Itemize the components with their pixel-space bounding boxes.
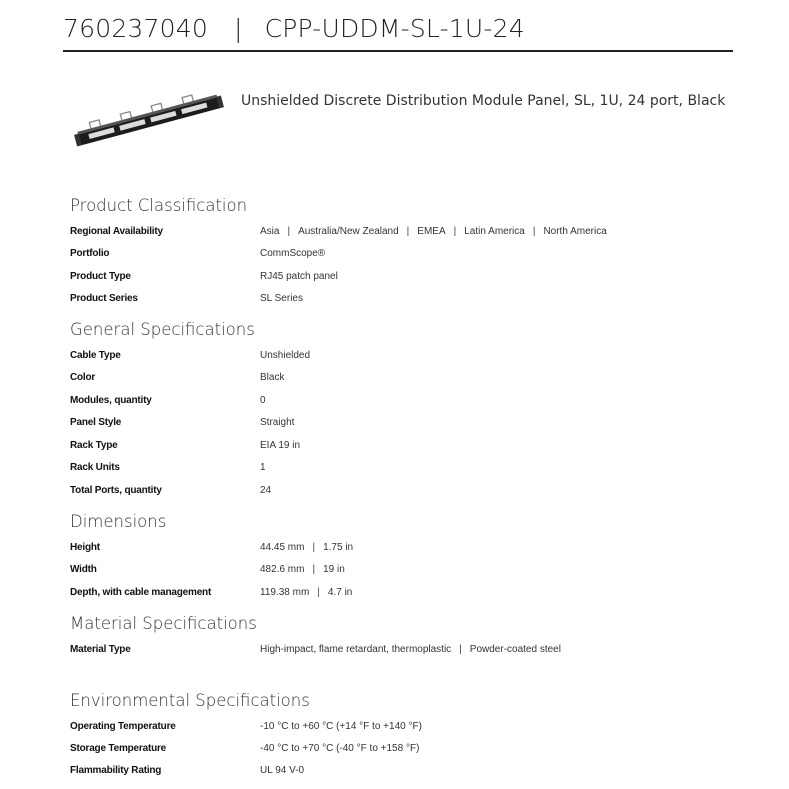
spec-row: [70, 564, 710, 582]
section-title: Environmental Specifications: [70, 691, 310, 710]
spec-value-item: 1.75 in: [323, 542, 354, 553]
spec-value: [260, 372, 284, 383]
spec-row: [70, 226, 710, 244]
spec-row: [70, 271, 710, 289]
spec-value: [260, 395, 266, 406]
spec-row: [70, 644, 710, 662]
spec-value: [260, 765, 304, 776]
spec-label: Height: [70, 542, 100, 553]
spec-value-item: 19 in: [323, 564, 345, 575]
spec-value-item: EMEA: [417, 226, 446, 237]
spec-value-item: 44.45 mm: [260, 542, 305, 553]
spec-label: Depth, with cable management: [70, 587, 212, 598]
spec-value: [260, 542, 353, 553]
spec-label: Regional Availability: [70, 226, 163, 237]
spec-label: Cable Type: [70, 350, 121, 361]
spec-value: [260, 350, 310, 361]
spec-value-item: Straight: [260, 417, 295, 428]
spec-row: [70, 765, 710, 783]
spec-value: [260, 644, 561, 655]
spec-row: [70, 587, 710, 605]
spec-value-item: RJ45 patch panel: [260, 271, 338, 282]
spec-value-item: 119.38 mm: [260, 587, 310, 598]
spec-value: [260, 226, 607, 237]
product-description: Unshielded Discrete Distribution Module Panel, SL, 1U, 24 port, Black: [241, 93, 726, 109]
value-separator: |: [406, 226, 410, 237]
spec-label: Panel Style: [70, 417, 122, 428]
spec-label: Rack Units: [70, 462, 120, 473]
spec-value: [260, 564, 345, 575]
spec-value: [260, 462, 266, 473]
spec-value-item: Latin America: [464, 226, 525, 237]
value-separator: |: [312, 564, 316, 575]
spec-row: [70, 462, 710, 480]
spec-row: [70, 743, 710, 761]
spec-value-item: Powder-coated steel: [469, 644, 561, 655]
spec-value-item: UL 94 V-0: [260, 765, 305, 776]
value-separator: |: [459, 644, 462, 655]
spec-row: [70, 485, 710, 503]
spec-label: Flammability Rating: [70, 765, 162, 776]
spec-row: [70, 350, 710, 368]
spec-value-item: EIA 19 in: [260, 440, 301, 451]
spec-label: Material Type: [70, 644, 131, 655]
spec-value: [260, 721, 422, 732]
spec-label: Color: [70, 372, 96, 383]
spec-value-item: 1: [260, 462, 266, 473]
spec-row: [70, 248, 710, 266]
spec-value-item: High-impact, flame retardant, thermoplastic: [260, 644, 452, 655]
spec-value-item: North America: [543, 226, 607, 237]
spec-row: [70, 417, 710, 435]
value-separator: |: [453, 226, 457, 237]
spec-label: Rack Type: [70, 440, 118, 451]
spec-row: [70, 372, 710, 390]
spec-label: Operating Temperature: [70, 721, 176, 732]
spec-value-item: Australia/New Zealand: [298, 226, 399, 237]
spec-label: Portfolio: [70, 248, 110, 259]
spec-value: [260, 417, 294, 428]
value-separator: |: [317, 587, 320, 598]
spec-value: [260, 271, 338, 282]
patch-panel-image: [73, 90, 225, 152]
spec-label: Modules, quantity: [70, 395, 152, 406]
spec-value-item: CommScope®: [260, 248, 326, 259]
spec-value-item: Asia: [260, 226, 280, 237]
spec-row: [70, 440, 710, 458]
spec-row: [70, 395, 710, 413]
spec-value-item: 4.7 in: [327, 587, 353, 598]
spec-value-item: -10 °C to +60 °C (+14 °F to +140 °F): [260, 721, 422, 732]
spec-value: [260, 293, 303, 304]
spec-value-item: 24: [260, 485, 272, 496]
spec-value: [260, 743, 419, 754]
spec-value: [260, 485, 271, 496]
section-title: Material Specifications: [70, 614, 257, 633]
section-title: Dimensions: [70, 512, 167, 531]
spec-label: Product Type: [70, 271, 131, 282]
spec-value-item: Black: [260, 372, 285, 383]
value-separator: |: [287, 226, 291, 237]
spec-value: [260, 587, 352, 598]
spec-value: [260, 440, 300, 451]
spec-value-item: -40 °C to +70 °C (-40 °F to +158 °F): [260, 743, 420, 754]
spec-value-item: 0: [260, 395, 266, 406]
spec-value-item: Unshielded: [260, 350, 311, 361]
spec-label: Product Series: [70, 293, 138, 304]
spec-value-item: 482.6 mm: [260, 564, 305, 575]
spec-value-item: SL Series: [260, 293, 303, 304]
model-number: CPP-UDDM-SL-1U-24: [264, 14, 525, 43]
header-separator: |: [233, 14, 243, 43]
section-title: General Specifications: [70, 320, 255, 339]
value-separator: |: [532, 226, 536, 237]
part-number: 760237040: [63, 14, 208, 43]
spec-label: Width: [70, 564, 97, 575]
spec-row: [70, 542, 710, 560]
spec-row: [70, 293, 710, 311]
spec-label: Storage Temperature: [70, 743, 167, 754]
document-header: [63, 14, 733, 52]
spec-value: [260, 248, 325, 259]
section-title: Product Classification: [70, 196, 248, 215]
value-separator: |: [312, 542, 316, 553]
spec-label: Total Ports, quantity: [70, 485, 162, 496]
spec-row: [70, 721, 710, 739]
